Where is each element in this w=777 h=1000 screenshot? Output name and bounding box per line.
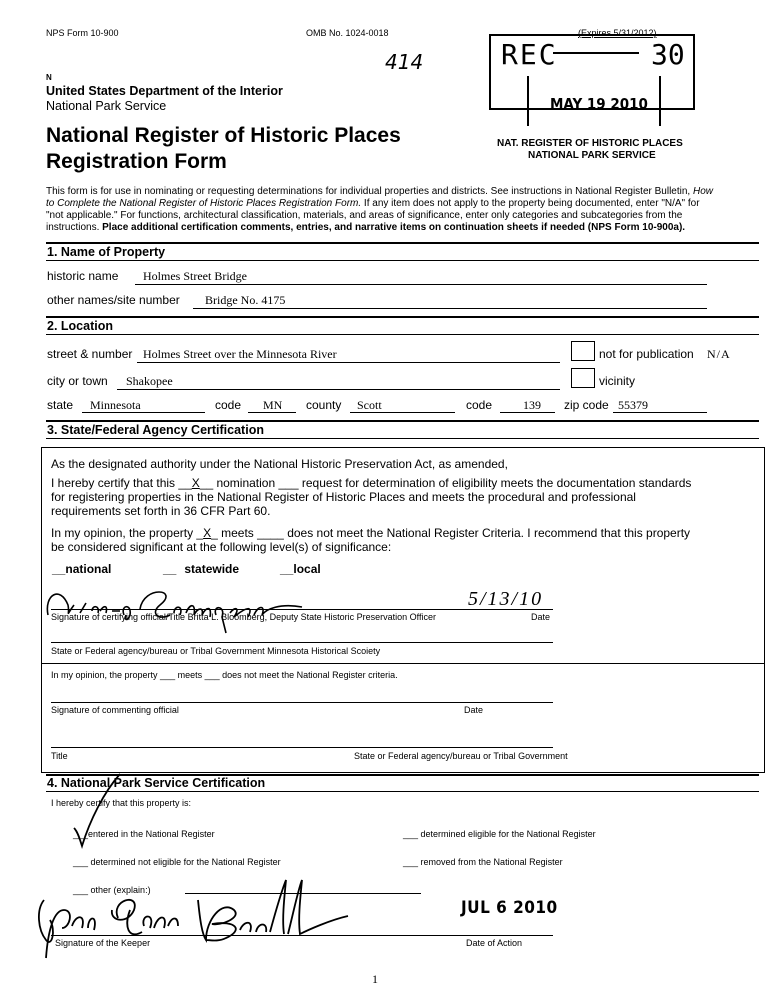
department: United States Department of the Interior	[46, 84, 283, 98]
signature-label: Signature of certifying official/Title Britta L. Bloomberg, Deputy State Historic Preservation Officer	[51, 612, 437, 622]
section2-underline	[46, 334, 759, 335]
form-title-line1: National Register of Historic Places	[46, 124, 401, 147]
intro-line3: "not applicable." For functions, architectural classification, materials, and areas of significance, enter only categories and subcategories from the	[46, 210, 683, 221]
certifying-official-signature	[40, 575, 330, 635]
stamp-date: MAY 19 2010	[550, 95, 648, 113]
cert-para2-line2: for registering properties in the National Register of Historic Places and meets the procedural and professional	[51, 490, 636, 504]
commenting-line	[51, 702, 553, 703]
option-other[interactable]: ___ other (explain:)	[73, 885, 151, 895]
keeper-line	[51, 935, 553, 936]
city-label: city or town	[47, 374, 108, 388]
handwritten-number: 414	[385, 50, 424, 74]
cert-para2-line3: requirements set forth in 36 CFR Part 60.	[51, 504, 271, 518]
county-code-line	[500, 412, 555, 413]
option-removed[interactable]: ___ removed from the National Register	[403, 857, 563, 867]
level-local[interactable]: __local	[280, 562, 321, 576]
vicinity-checkbox[interactable]	[571, 368, 595, 388]
signature-date-label: Date	[531, 612, 551, 622]
not-for-publication-checkbox[interactable]	[571, 341, 595, 361]
county-label: county	[306, 398, 342, 412]
option-not-eligible[interactable]: ___ determined not eligible for the National Register	[73, 857, 281, 867]
historic-name-label: historic name	[47, 269, 119, 283]
section1-title: 1. Name of Property	[47, 245, 166, 259]
option-determined-eligible[interactable]: ___ determined eligible for the National Register	[403, 829, 596, 839]
form-number: NPS Form 10-900	[46, 28, 119, 38]
signature-line	[51, 609, 553, 610]
section2-title: 2. Location	[47, 319, 113, 333]
opinion-divider	[41, 663, 764, 664]
s4-intro: I hereby certify that this property is:	[51, 798, 192, 808]
title-label: Title	[51, 751, 68, 761]
other-names-line	[193, 308, 707, 309]
other-names-value[interactable]: Bridge No. 4175	[205, 293, 286, 307]
section2-rule	[46, 316, 759, 318]
other-names-label: other names/site number	[47, 293, 180, 307]
section1-rule	[46, 242, 759, 244]
action-date-stamp: JUL 6 2010	[461, 898, 558, 918]
not-for-publication-value[interactable]: N/A	[707, 347, 731, 361]
state-line	[82, 412, 205, 413]
commenting-signature-label: Signature of commenting official	[51, 705, 179, 715]
n-mark: N	[46, 73, 52, 82]
stamp-received: REC	[501, 38, 558, 71]
street-line	[137, 362, 560, 363]
certifying-date-handwritten: 5/13/10	[468, 588, 544, 610]
state-value[interactable]: Minnesota	[90, 398, 141, 412]
zip-label: zip code	[564, 398, 609, 412]
county-code-label: code	[466, 398, 493, 412]
title-line	[51, 747, 553, 748]
page-number: 1	[372, 972, 378, 986]
county-line	[350, 412, 455, 413]
agency2-label: State or Federal agency/bureau or Tribal Government	[354, 751, 568, 761]
cert-para1: As the designated authority under the National Historic Preservation Act, as amended,	[51, 457, 508, 471]
street-value[interactable]: Holmes Street over the Minnesota River	[143, 347, 337, 361]
service: National Park Service	[46, 99, 167, 113]
cert-para3-line1: In my opinion, the property _X_ meets ____ does not meet the National Register Criteria. I recommend that this property	[51, 526, 691, 540]
section4-underline	[46, 791, 759, 792]
section3-rule	[46, 420, 759, 422]
state-code-line	[248, 412, 296, 413]
keeper-signature	[30, 870, 360, 965]
section4-title: 4. National Park Service Certification	[47, 776, 266, 790]
state-code-label: code	[215, 398, 242, 412]
intro-line1: This form is for use in nominating or requesting determinations for individual properties and districts. See instructions in National Register Bulletin, How	[46, 186, 713, 197]
vicinity-label: vicinity	[599, 374, 636, 388]
stamp-org-line2: NATIONAL PARK SERVICE	[528, 150, 656, 161]
stamp-received-tail: 30	[651, 38, 685, 71]
section1-underline	[46, 260, 759, 261]
option-entered[interactable]: ___entered in the National Register	[73, 829, 215, 839]
action-date-label: Date of Action	[466, 938, 523, 948]
state-label: state	[47, 398, 74, 412]
stamp-org-line1: NAT. REGISTER OF HISTORIC PLACES	[497, 138, 683, 149]
opinion2: In my opinion, the property ___ meets ___ does not meet the National Register criteria.	[51, 670, 398, 680]
section3-underline	[46, 438, 759, 439]
expiration: (Expires 5/31/2012)	[578, 28, 657, 38]
street-label: street & number	[47, 347, 133, 361]
state-code-value[interactable]: MN	[263, 398, 283, 412]
keeper-label: Signature of the Keeper	[55, 938, 151, 948]
section3-title: 3. State/Federal Agency Certification	[47, 423, 264, 437]
not-for-publication-label: not for publication	[599, 347, 694, 361]
cert-para2-line1: I hereby certify that this __X__ nomination ___ request for determination of eligibility meets the documentation standards	[51, 476, 692, 490]
cert-para3-line2: be considered significant at the following level(s) of significance:	[51, 540, 392, 554]
zip-line	[613, 412, 707, 413]
agency-line	[51, 642, 553, 643]
historic-name-line	[135, 284, 707, 285]
county-value[interactable]: Scott	[357, 398, 382, 412]
city-line	[117, 389, 560, 390]
intro-line2: to Complete the National Register of Historic Places Registration Form. If any item does not apply to the property being documented, enter "N/A" for	[46, 198, 700, 209]
stamp-rule	[553, 52, 639, 54]
commenting-date-label: Date	[464, 705, 484, 715]
omb-number: OMB No. 1024-0018	[306, 28, 389, 38]
city-value[interactable]: Shakopee	[126, 374, 173, 388]
intro-line4: instructions. Place additional certification comments, entries, and narrative items on continuation sheets if needed (NPS Form 10-900a).	[46, 222, 686, 233]
zip-value[interactable]: 55379	[618, 398, 648, 412]
agency-label: State or Federal agency/bureau or Tribal Government Minnesota Historical Scoiety	[51, 646, 381, 656]
level-national[interactable]: __national	[52, 562, 112, 576]
county-code-value[interactable]: 139	[523, 398, 541, 412]
form-title-line2: Registration Form	[46, 150, 227, 173]
historic-name-value[interactable]: Holmes Street Bridge	[143, 269, 247, 283]
level-statewide[interactable]: __ statewide	[163, 562, 240, 576]
